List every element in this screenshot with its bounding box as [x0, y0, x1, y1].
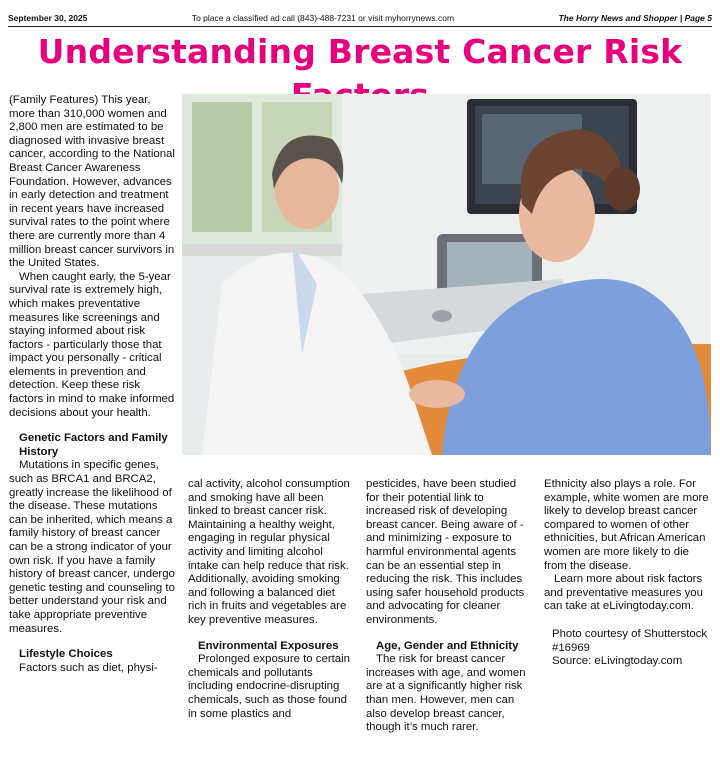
age-paragraph: The risk for breast cancer increases with age, and women are at a significantly higher risk than men. However, men can also develop breast cancer, though it’s much rarer. [366, 653, 526, 734]
lifestyle-paragraph-cont: cal activity, alcohol consumption and smoking have all been linked to breast cancer risk. Maintaining a healthy weight, engaging in regular physical activity and limiting alcohol intake can help reduce that risk. Additionally, avoiding smoking and following a balanced diet rich in fruits and vegetables are key preventive measures. [188, 478, 350, 626]
heading-age: Age, Gender and Ethnicity [376, 639, 519, 652]
photo-credit [544, 628, 710, 669]
intro-paragraph-1: (Family Features) This year, more than 310,000 women and 2,800 men are estimated to be diagnosed with invasive breast cancer, according to the National Breast Cancer Awareness Foundation. However, advances in early detection and treatment in recent years have increased survival rates to the point where there are currently more than 4 million breast cancer survivors in the United States. [9, 94, 175, 270]
heading-lifestyle: Lifestyle Choices [19, 648, 113, 661]
column-3 [366, 478, 532, 735]
paper-name-page: The Horry News and Shopper | Page 5 [558, 13, 712, 23]
credit-line-2: #16969 [552, 641, 591, 654]
classified-notice: To place a classified ad call (843)-488-7231 or visit myhorrynews.com [191, 13, 455, 23]
header-rule [8, 26, 712, 27]
article-title: Understanding Breast Cancer Risk [37, 32, 683, 71]
column-2 [188, 478, 354, 721]
closing-paragraph: Learn more about risk factors and preventative measures you can take at eLivingtoday.com. [544, 573, 703, 613]
heading-genetic: Genetic Factors and Family History [19, 432, 168, 458]
environment-paragraph: Prolonged exposure to certain chemicals and pollutants including endocrine-disrupting chemicals, such as those found in some plastics and [188, 653, 350, 720]
credit-line-3: Source: eLivingtoday.com [552, 655, 683, 668]
issue-date: September 30, 2025 [8, 13, 88, 23]
credit-line-1: Photo courtesy of Shutterstock [552, 627, 708, 640]
genetic-paragraph: Mutations in specific genes, such as BRCA1 and BRCA2, greatly increase the likelihood of the disease. These mutations can be inherited, which means a family history of breast cancer can be a strong indicator of your own risk. If you have a family history of breast cancer, undergo genetic testing and counseling to better understand your risk and take appropriate preventive measures. [9, 459, 175, 635]
intro-paragraph-2: When caught early, the 5-year survival rate is extremely high, which makes preventative measures like screenings and staying informed about risk factors - particularly those that impact you personally - critical elements in prevention and detection. Keep these risk factors in mind to make informed decisions about your health. [9, 270, 175, 419]
column-1 [9, 94, 175, 675]
environment-paragraph-cont: pesticides, have been studied for their potential link to increased risk of developing breast cancer. Being aware of - and minimizing - exposure to harmful environmental agents can be an essential step in reducing the risk. This includes using safer household products and advocating for cleaner environments. [366, 478, 525, 626]
page-header [8, 10, 712, 26]
heading-environment: Environmental Exposures [198, 639, 339, 652]
column-4 [544, 478, 710, 669]
age-paragraph-cont: Ethnicity also plays a role. For example, white women are more likely to develop breast cancer compared to women of other ethnicities, but African American women are more likely to die from the disease. [544, 478, 709, 572]
doctor-patient-photo [182, 94, 711, 455]
lifestyle-paragraph-start: Factors such as diet, physi- [19, 661, 158, 674]
doctor-patient-consultation-photo-icon [182, 94, 711, 455]
